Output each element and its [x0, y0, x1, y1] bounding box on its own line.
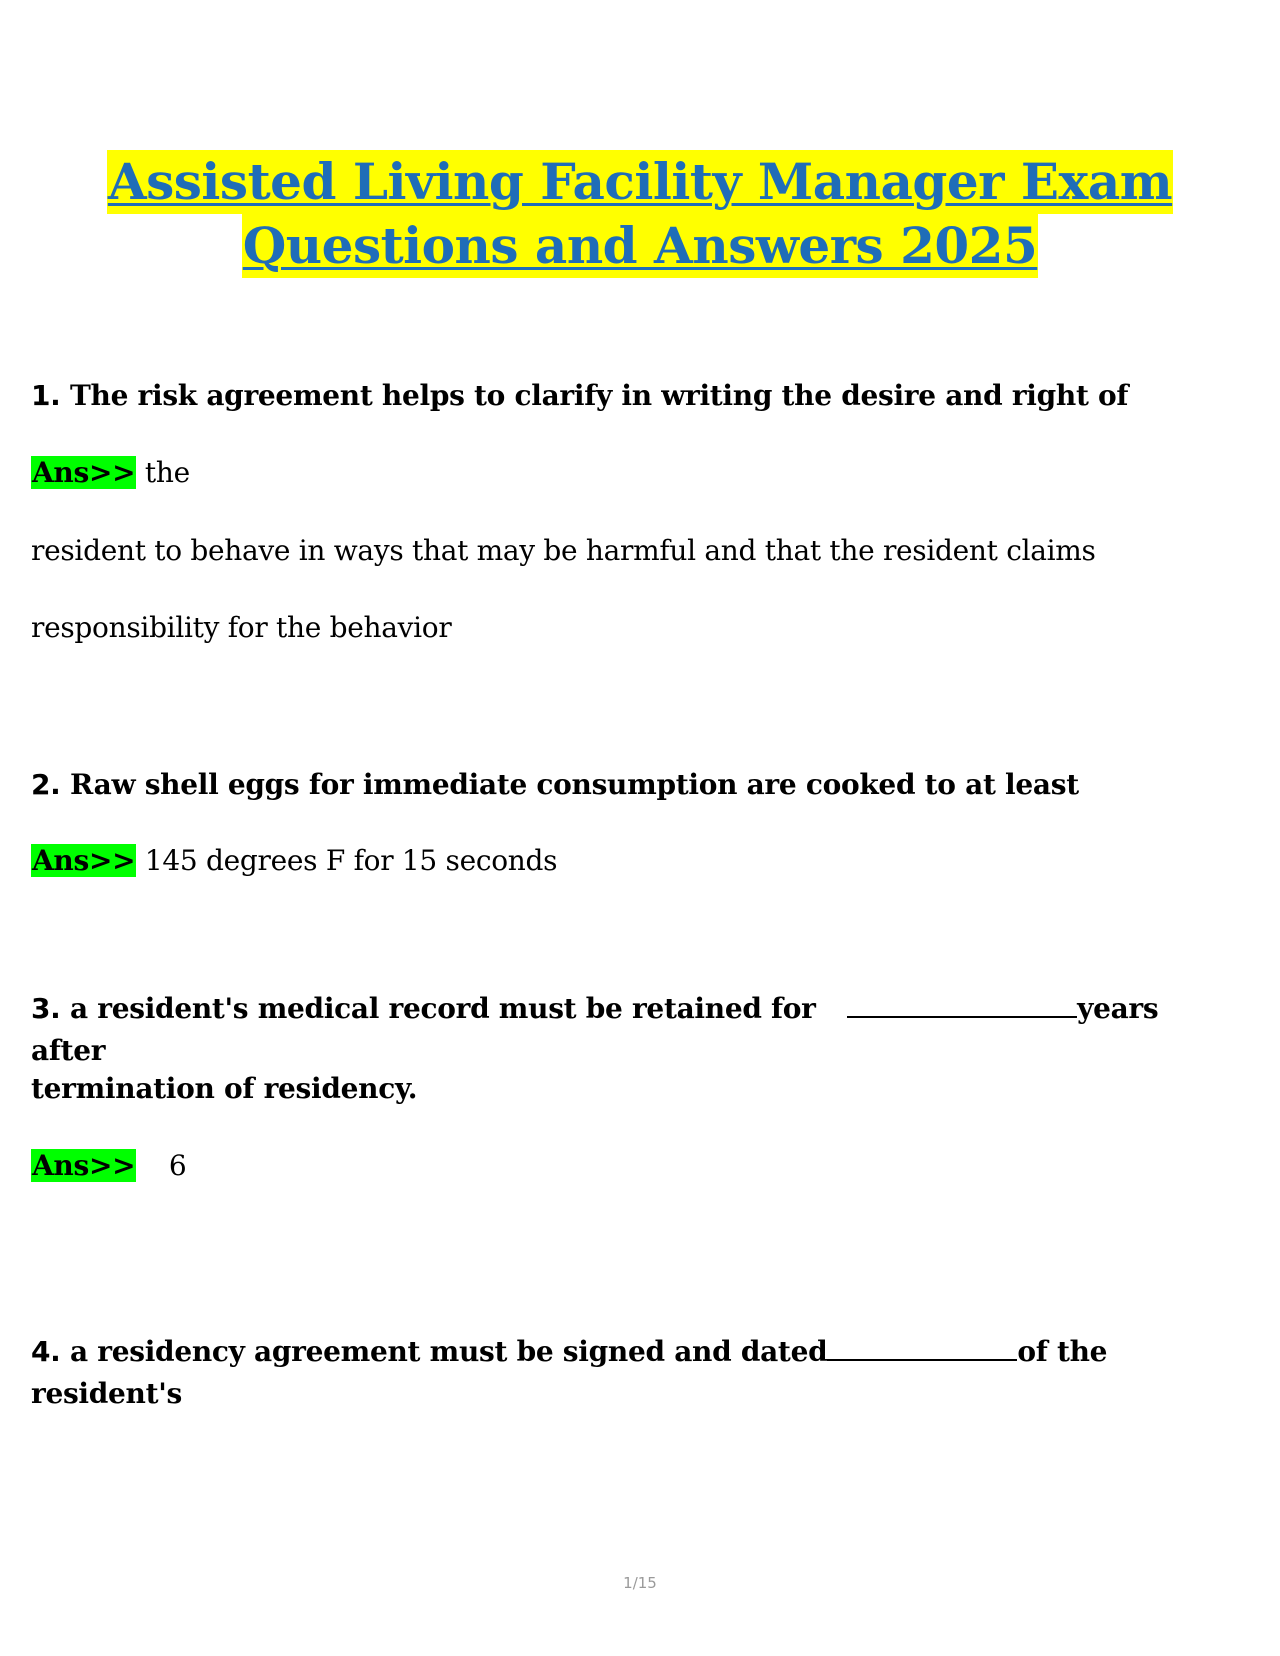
fill-in-blank — [827, 1358, 1017, 1361]
question-2-text — [31, 764, 1231, 806]
answer-text: the — [144, 456, 190, 489]
answer-text: 6 — [168, 1149, 187, 1182]
question-body-after-blank: years after — [31, 992, 1159, 1067]
question-3 — [31, 988, 1231, 1110]
answer-1-line-3: responsibility for the behavior — [31, 611, 452, 644]
question-4-text — [31, 1331, 1231, 1415]
answer-label: Ans>> — [32, 1149, 136, 1182]
answer-label: Ans>> — [32, 844, 136, 877]
question-3-text — [31, 988, 1231, 1072]
page-indicator: 1/15 — [623, 1574, 657, 1592]
question-1-text — [31, 375, 1231, 417]
title-line-2: Questions and Answers 2025 — [242, 214, 1039, 278]
document-title — [0, 150, 1280, 278]
question-body: The risk agreement helps to clarify in writing the desire and right of — [69, 379, 1129, 412]
question-2 — [31, 764, 1231, 806]
answer-1-line-2: resident to behave in ways that may be harmful and that the resident claims — [31, 534, 1096, 567]
answer-1 — [31, 453, 1231, 493]
question-1 — [31, 375, 1231, 417]
question-body-after-blank: of the resident's — [31, 1335, 1108, 1410]
question-body: a resident's medical record must be retained for — [69, 992, 816, 1025]
question-body: a residency agreement must be signed and dated — [69, 1335, 828, 1368]
fill-in-blank — [847, 1015, 1077, 1018]
question-number: 3. — [31, 992, 61, 1025]
answer-2 — [31, 841, 1231, 881]
question-body: Raw shell eggs for immediate consumption are cooked to at least — [69, 768, 1079, 801]
title-line-1: Assisted Living Facility Manager Exam — [107, 150, 1173, 214]
question-number: 4. — [31, 1335, 61, 1368]
question-3-text-line-2: termination of residency. — [31, 1072, 418, 1105]
question-number: 1. — [31, 379, 61, 412]
answer-label: Ans>> — [32, 456, 136, 489]
answer-3 — [31, 1146, 1231, 1186]
question-number: 2. — [31, 768, 61, 801]
answer-text: 145 degrees F for 15 seconds — [144, 844, 558, 877]
question-4 — [31, 1331, 1231, 1415]
